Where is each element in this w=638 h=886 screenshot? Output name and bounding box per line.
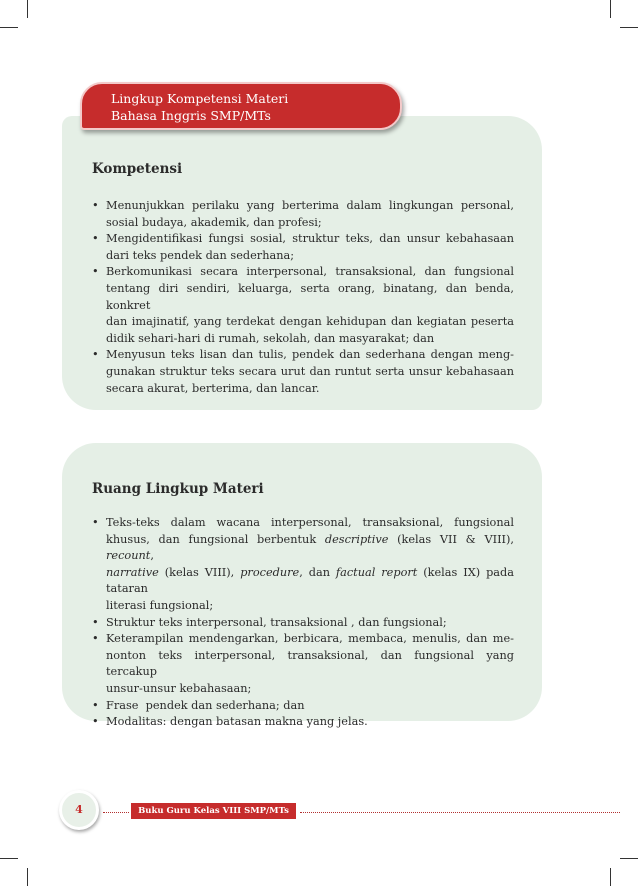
footer-rule	[300, 812, 620, 814]
list-item-line: • Teks-teks dalam wacana interpersonal, transaksional, fungsional	[106, 516, 514, 529]
text-run: (kelas VIII),	[158, 565, 241, 579]
list-item	[92, 515, 514, 615]
crop-mark	[610, 868, 611, 886]
list-item-line	[106, 565, 514, 598]
italic-term: recount	[106, 549, 151, 563]
list-item	[92, 347, 514, 397]
list-item-line: dan imajinatif, yang terdekat dengan kehidupan dan kegiatan peserta	[106, 315, 514, 329]
text-run: , dan	[299, 565, 336, 579]
crop-mark	[0, 858, 18, 859]
list-item-line: • Modalitas: dengan batasan makna yang jelas.	[106, 715, 368, 729]
crop-mark	[27, 868, 28, 886]
header-subtitle: Bahasa Inggris SMP/MTs	[111, 108, 271, 123]
list-item	[92, 264, 514, 347]
text-run: (kelas VII & VIII),	[388, 532, 514, 546]
italic-term: procedure	[240, 565, 300, 579]
crop-mark	[27, 0, 28, 18]
kompetensi-title: Kompetensi	[92, 161, 183, 177]
list-item-line: didik sehari-hari di rumah, sekolah, dan masyarakat; dan	[106, 331, 435, 345]
header-title: Lingkup Kompetensi Materi	[111, 91, 289, 106]
list-item-line: secara akurat, berterima, dan lancar.	[106, 381, 320, 395]
ruang-lingkup-title: Ruang Lingkup Materi	[92, 481, 264, 497]
kompetensi-list	[92, 198, 514, 397]
footer-rule	[103, 812, 129, 814]
list-item	[92, 631, 514, 697]
crop-mark	[0, 27, 18, 28]
list-item-line: • Menyusun teks lisan dan tulis, pendek dan sederhana dengan meng-	[106, 348, 514, 362]
italic-term: factual report	[335, 565, 418, 579]
list-item	[92, 714, 514, 731]
list-item-line	[106, 532, 514, 565]
list-item-line: • Berkomunikasi secara interpersonal, transaksional, dan fungsional	[106, 265, 514, 279]
list-item-line: sosial budaya, akademik, dan profesi;	[106, 215, 322, 229]
list-item-line: literasi fungsional;	[106, 598, 214, 612]
text-run: khusus, dan fungsional berbentuk	[106, 532, 325, 546]
list-item-line: • Struktur teks interpersonal, transaksional , dan fungsional;	[106, 615, 447, 629]
list-item-line: • Frase pendek dan sederhana; dan	[106, 698, 305, 712]
list-item	[92, 198, 514, 231]
list-item-line: • Keterampilan mendengarkan, berbicara, membaca, menulis, dan me-	[106, 632, 514, 646]
crop-mark	[620, 858, 638, 859]
italic-term: descriptive	[324, 532, 389, 546]
list-item	[92, 698, 514, 715]
list-item	[92, 231, 514, 264]
italic-term: narrative	[106, 565, 159, 579]
list-item-line: gunakan struktur teks secara urut dan runtut serta unsur kebahasaan	[106, 364, 514, 378]
header-ribbon	[80, 82, 402, 130]
list-item-line: tentang diri sendiri, keluarga, serta orang, binatang, dan benda, konkret	[106, 281, 514, 312]
text-run: (kelas IX) pada tataran	[106, 565, 515, 596]
text-run: ,	[150, 549, 154, 563]
crop-mark	[610, 0, 611, 18]
list-item	[92, 615, 514, 632]
page-number: 4	[59, 790, 99, 830]
list-item-line: • Mengidentifikasi fungsi sosial, struktur teks, dan unsur kebahasaan	[106, 232, 514, 246]
list-item-line: unsur-unsur kebahasaan;	[106, 681, 252, 695]
ruang-lingkup-list	[92, 515, 514, 731]
list-item-line: nonton teks interpersonal, transaksional, dan fungsional yang tercakup	[106, 648, 514, 679]
crop-mark	[620, 27, 638, 28]
list-item-line: • Menunjukkan perilaku yang berterima dalam lingkungan personal,	[106, 199, 514, 212]
footer-book-title: Buku Guru Kelas VIII SMP/MTs	[131, 803, 296, 819]
list-item-line: dari teks pendek dan sederhana;	[106, 248, 295, 262]
